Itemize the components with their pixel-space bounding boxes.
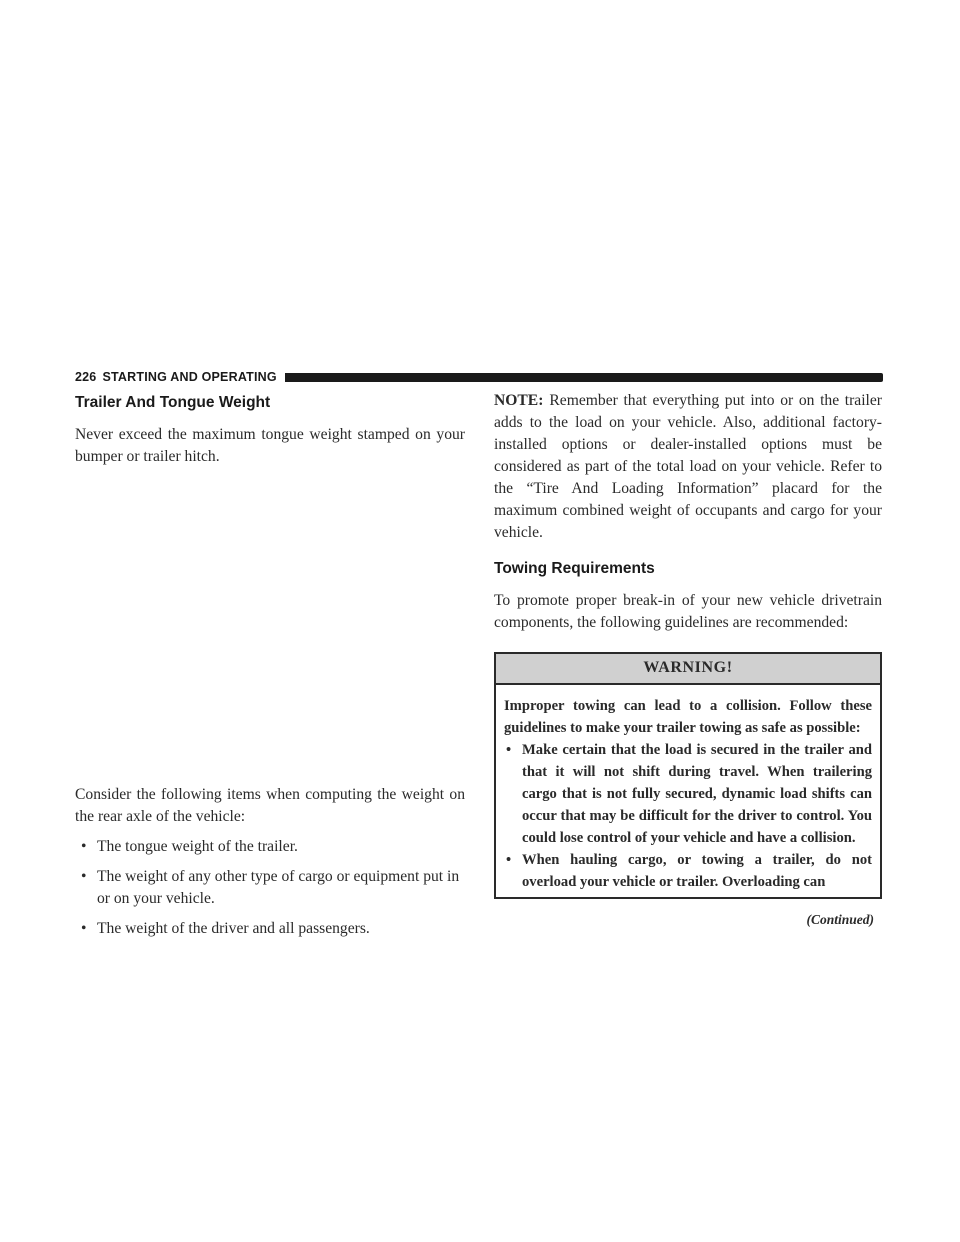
bullet-icon: • bbox=[81, 838, 87, 855]
rear-axle-consider-text: Consider the following items when computing the weight on the rear axle of the vehicle: bbox=[75, 786, 465, 825]
list-item: • When hauling cargo, or towing a trailer, do not overload your vehicle or trailer. Overloading can bbox=[504, 849, 872, 893]
left-column bbox=[75, 392, 465, 948]
warning-body bbox=[496, 685, 880, 897]
warning-box bbox=[494, 652, 882, 899]
bullet-icon: • bbox=[506, 852, 512, 868]
continued-label: (Continued) bbox=[806, 912, 874, 927]
rear-axle-items-list bbox=[75, 836, 465, 940]
right-column bbox=[494, 390, 882, 931]
note-text: Remember that everything put into or on the trailer adds to the load on your vehicle. Also, additional factory-installed options or dealer-installed options must be considered as part of the total load on your vehicle. Refer to the “Tire And Loading Information” placard for the maximum combined weight of occupants and cargo for your vehicle. bbox=[494, 392, 882, 541]
list-item: • Make certain that the load is secured in the trailer and that it will not shift during travel. When trailering cargo that is not fully secured, dynamic load shifts can occur that may be difficult for the driver to control. You could lose control of your vehicle and have a collision. bbox=[504, 739, 872, 849]
list-item: • The weight of the driver and all passengers. bbox=[75, 918, 465, 940]
page-header bbox=[75, 370, 883, 384]
section-title: STARTING AND OPERATING bbox=[102, 370, 277, 384]
warning-title: WARNING! bbox=[496, 654, 880, 685]
note-label: NOTE: bbox=[494, 392, 544, 409]
bullet-icon: • bbox=[506, 742, 512, 758]
list-item: • The weight of any other type of cargo or equipment put in or on your vehicle. bbox=[81, 868, 460, 907]
blank-figure-area bbox=[75, 468, 465, 784]
towing-requirements-intro: To promote proper break-in of your new vehicle drivetrain components, the following guidelines are recommended: bbox=[494, 592, 882, 631]
note-paragraph bbox=[494, 390, 882, 544]
list-item: • The tongue weight of the trailer. bbox=[75, 836, 465, 858]
bullet-icon: • bbox=[81, 920, 87, 937]
heading-trailer-tongue-weight: Trailer And Tongue Weight bbox=[75, 394, 271, 411]
warning-list bbox=[504, 739, 872, 893]
warning-intro: Improper towing can lead to a collision. Follow these guidelines to make your trailer towing as safe as possible: bbox=[504, 698, 872, 736]
page-number: 226 bbox=[75, 370, 97, 384]
heading-towing-requirements: Towing Requirements bbox=[494, 560, 655, 577]
bullet-icon: • bbox=[81, 868, 87, 885]
header-rule bbox=[285, 373, 883, 382]
tongue-weight-intro: Never exceed the maximum tongue weight stamped on your bumper or trailer hitch. bbox=[75, 426, 465, 465]
